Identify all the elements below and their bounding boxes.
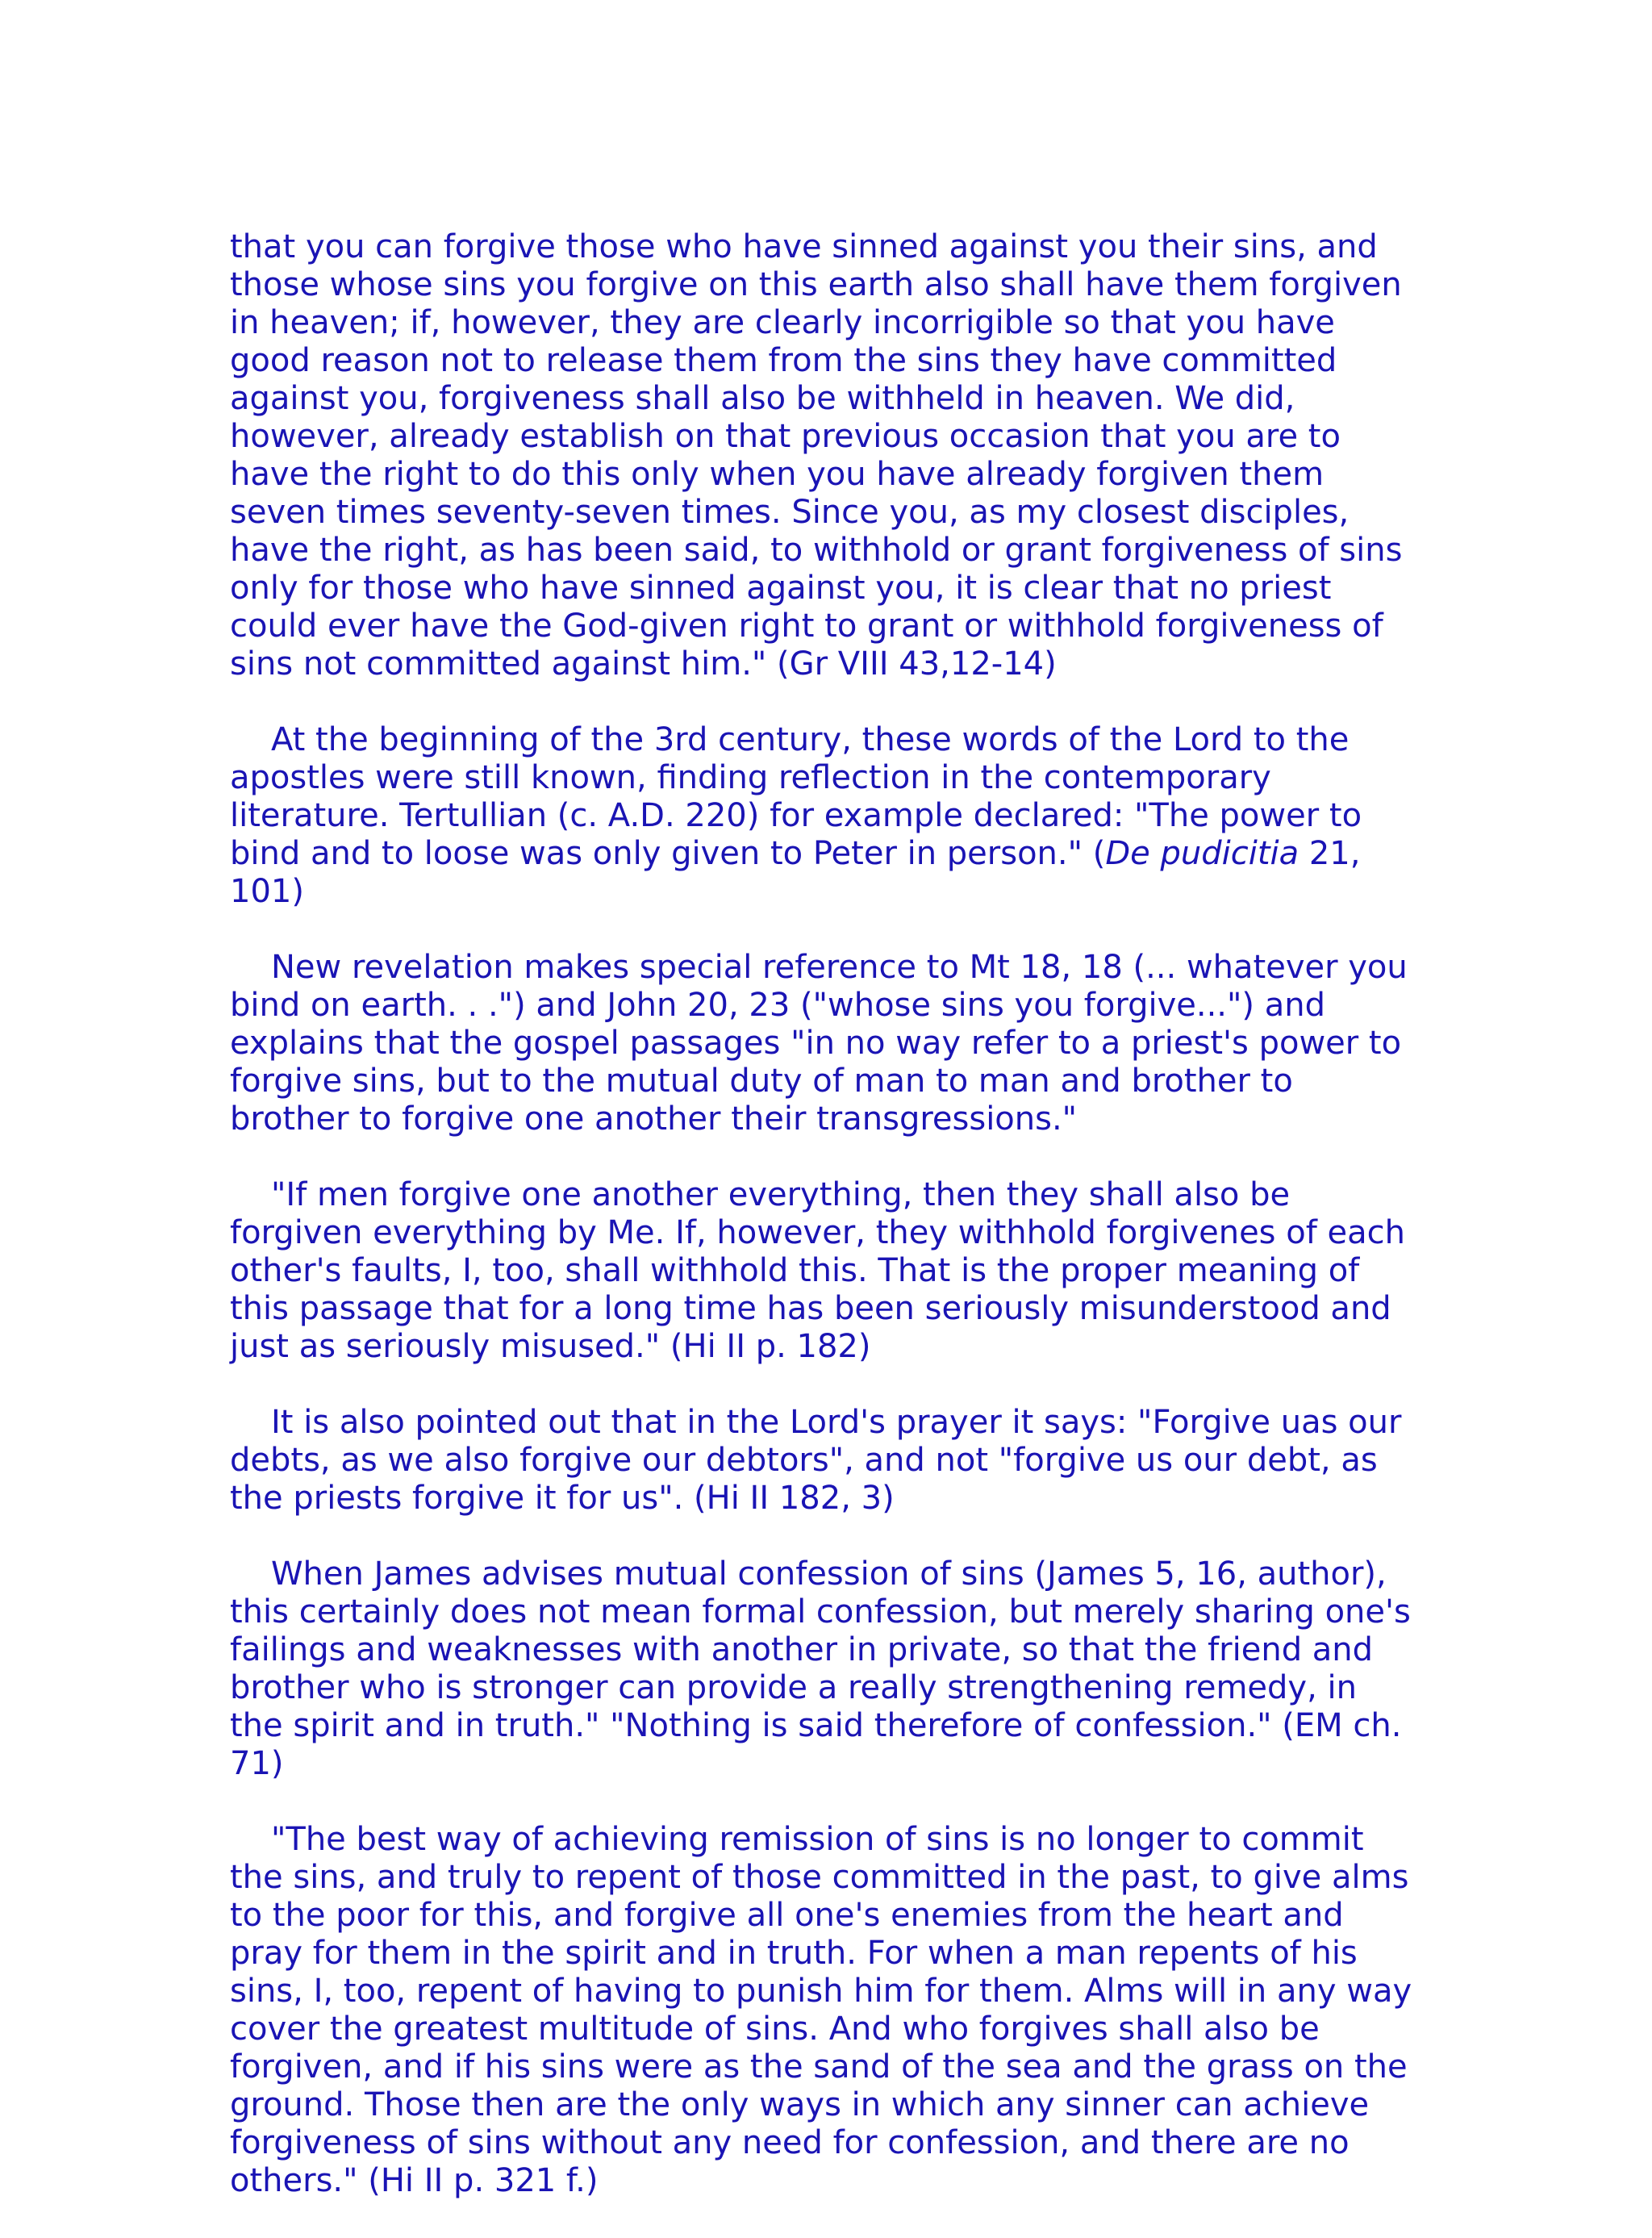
paragraph-2-text-end: 21, 101) xyxy=(230,835,1361,910)
paragraph-2-italic-title: De pudicitia xyxy=(1105,835,1299,872)
paragraph-7: "The best way of achieving remission of sins is no longer to commit the sins, and truly to repent of those committed in the past, to give alms to the poor for this, and forgive all one's enemies from the heart and pray for them in the spirit and in truth. For when a man repents of his sins, I, too, repent of having to punish him for them. Alms will in any way cover the greatest multitude of sins. And who forgives shall also be forgiven, and if his sins were as the sand of the sea and the grass on the ground. Those then are the only ways in which any sinner can achieve forgiveness of sins without any need for confession, and there are no others." (Hi II p. 321 f.) xyxy=(230,1821,1412,2199)
paragraph-5: It is also pointed out that in the Lord's prayer it says: "Forgive uas our debts, as we also forgive our debtors", and not "forgive us our debt, as the priests forgive it for us". (Hi II 182, 3) xyxy=(230,1404,1402,1517)
paragraph-6: When James advises mutual confession of sins (James 5, 16, author), this certainly does not mean formal confession, but merely sharing one's failings and weaknesses with another in private, so that the friend and brother who is stronger can provide a really strengthening remedy, in the spirit and in truth." "Nothing is said therefore of confession." (EM ch. 71) xyxy=(230,1555,1411,1782)
paragraph-4: "If men forgive one another everything, then they shall also be forgiven everything by Me. If, however, they withhold forgivenes of each other's faults, I, too, shall withhold this. That is the proper meaning of this passage that for a long time has been seriously misunderstood and just as seriously misused." (Hi II p. 182) xyxy=(230,1176,1405,1365)
paragraph-3: New revelation makes special reference to Mt 18, 18 (... whatever you bind on earth. . .") and John 20, 23 ("whose sins you forgive...") and explains that the gospel passages "in no way refer to a priest's power to forgive sins, but to the mutual duty of man to man and brother to brother to forgive one another their transgressions." xyxy=(230,949,1408,1138)
document-body xyxy=(230,190,1440,2238)
paragraph-1: that you can forgive those who have sinned against you their sins, and those whose sins you forgive on this earth also shall have them forgiven in heaven; if, however, they are clearly incorrigible so that you have good reason not to release them from the sins they have committed against you, forgiveness shall also be withheld in heaven. We did, however, already establish on that previous occasion that you are to have the right to do this only when you have already forgiven them seven times seventy-seven times. Since you, as my closest disciples, have the right, as has been said, to withhold or grant forgiveness of sins only for those who have sinned against you, it is clear that no priest could ever have the God-given right to grant or withhold forgiveness of sins not committed against him." (Gr VIII 43,12-14) xyxy=(230,228,1403,683)
paragraph-2-text-start: At the beginning of the 3rd century, these words of the Lord to the apostles were still known, finding reflection in the contemporary literature. Tertullian (c. A.D. 220) for example declared: "The power to bind and to loose was only given to Peter in person." ( xyxy=(230,721,1362,872)
paragraph-2 xyxy=(230,721,1440,911)
